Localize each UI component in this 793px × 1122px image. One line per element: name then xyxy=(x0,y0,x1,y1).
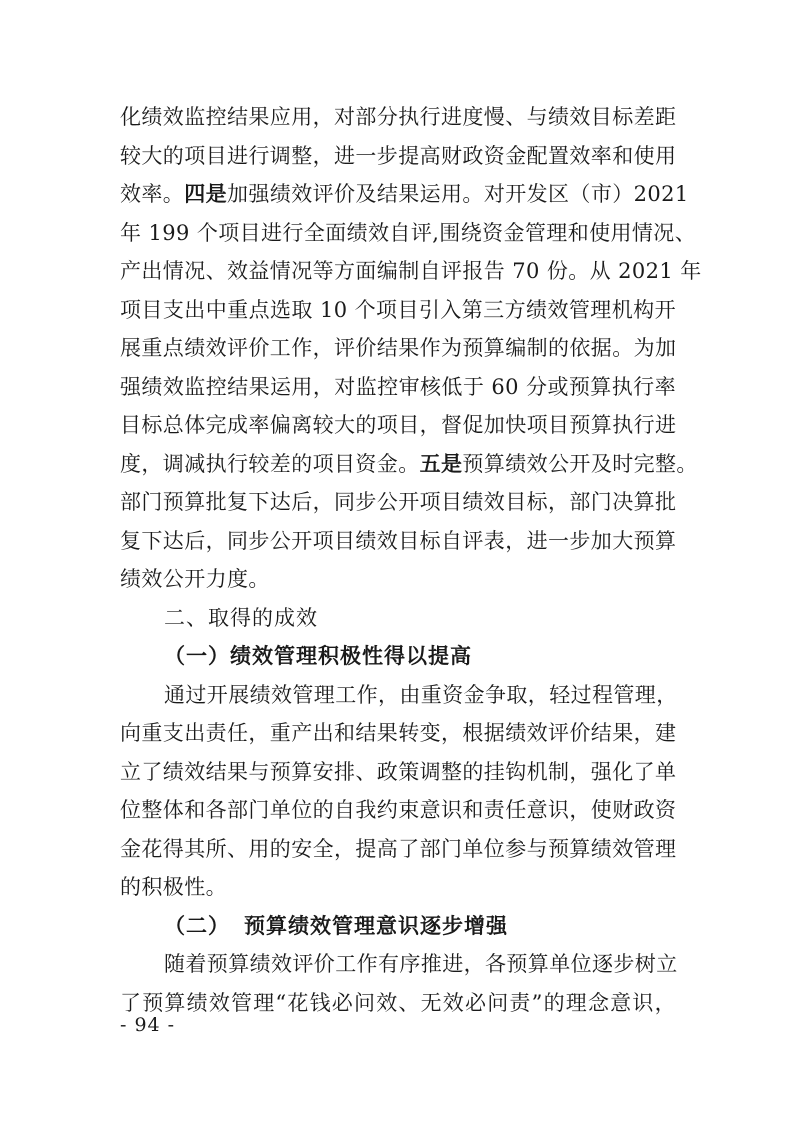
text-line: 向重支出责任，重产出和结果转变，根据绩效评价结果，建 xyxy=(120,721,677,745)
text-line: 立了绩效结果与预算安排、政策调整的挂钩机制，强化了单 xyxy=(120,759,677,784)
text-line: 绩效公开力度。 xyxy=(120,567,270,591)
text-line: 了预算绩效管理“花钱必问效、无效必问责”的理念意识， xyxy=(120,990,676,1015)
text-line: 随着预算绩效评价工作有序推进，各预算单位逐步树立 xyxy=(164,952,678,976)
subsection-heading-2 xyxy=(120,907,676,946)
text-segment: 预算绩效公开及时完整。 xyxy=(462,451,698,476)
section-heading: 二、取得的成效 xyxy=(164,605,318,630)
bold-keyword: 五是 xyxy=(419,450,463,476)
heading-text: 预算绩效管理意识逐步增强 xyxy=(244,913,508,938)
text-line: 展重点绩效评价工作，评价结果作为预算编制的依据。为加 xyxy=(120,336,677,360)
document-body xyxy=(120,98,702,1022)
text-segment: 效率。 xyxy=(120,182,185,206)
text-line: 较大的项目进行调整，进一步提高财政资金配置效率和使用 xyxy=(120,143,677,168)
text-line: 目标总体完成率偏离较大的项目，督促加快项目预算执行进 xyxy=(120,413,677,437)
text-line: 位整体和各部门单位的自我约束意识和责任意识，使财政资 xyxy=(120,798,677,822)
text-line: 年 199 个项目进行全面绩效自评,围绕资金管理和使用情况、 xyxy=(120,220,697,245)
paragraph-awareness xyxy=(120,945,676,1022)
text-line: 金花得其所、用的安全，提高了部门单位参与预算绩效管理 xyxy=(120,836,677,861)
text-line: 通过开展绩效管理工作，由重资金争取，轻过程管理， xyxy=(164,682,678,707)
text-line: 产出情况、效益情况等方面编制自评报告 70 份。从 2021 年 xyxy=(120,259,702,283)
bold-keyword: 四是 xyxy=(184,181,228,206)
heading-number: （二） xyxy=(164,913,230,938)
page-number: - 94 - xyxy=(120,1014,176,1036)
paragraph-performance-evaluation xyxy=(120,98,702,599)
text-line: 部门预算批复下达后，同步公开项目绩效目标，部门决算批 xyxy=(120,490,677,514)
text-segment: 度，调减执行较差的项目资金。 xyxy=(120,451,420,476)
text-segment: 加强绩效评价及结果运用。对开发区（市）2021 xyxy=(227,182,689,206)
text-line xyxy=(120,175,689,214)
text-line: 化绩效监控结果应用，对部分执行进度慢、与绩效目标差距 xyxy=(120,105,677,129)
text-line: 项目支出中重点选取 10 个项目引入第三方绩效管理机构开 xyxy=(120,297,676,322)
text-line: 强绩效监控结果运用，对监控审核低于 60 分或预算执行率 xyxy=(120,374,676,399)
text-line: 复下达后，同步公开项目绩效目标自评表，进一步加大预算 xyxy=(120,528,677,553)
subsection-heading-1: （一）绩效管理积极性得以提高 xyxy=(164,644,472,668)
text-line: 的积极性。 xyxy=(120,875,227,899)
text-line xyxy=(120,445,698,484)
paragraph-management-enthusiasm xyxy=(120,676,676,907)
